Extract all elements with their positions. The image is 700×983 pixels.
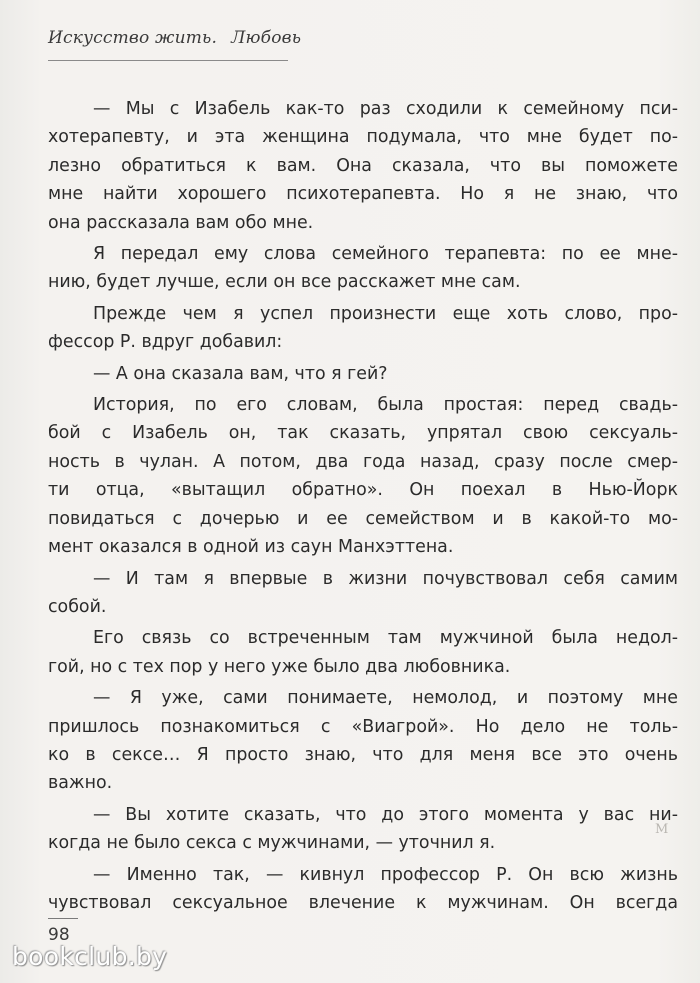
text-line: фессор Р. вдруг добавил: — [48, 332, 283, 353]
page-number: 98 — [48, 925, 70, 945]
paragraph — [48, 624, 678, 681]
paragraph — [48, 300, 678, 357]
text-line: мне найти хорошего психотерапевта. Но я не знаю, что — [48, 184, 678, 205]
chapter-title: Любовь — [231, 28, 302, 48]
text-line: гой, но с тех пор у него уже было два любовника. — [48, 656, 511, 677]
paragraph — [48, 861, 678, 918]
text-line: Я передал ему слова семейного терапевта: по ее мне- — [93, 244, 678, 265]
paragraph — [48, 240, 678, 297]
text-line: лезно обратиться к вам. Она сказала, что вы поможете — [48, 155, 678, 176]
text-line: — Именно так, — кивнул профессор Р. Он всю жизнь — [93, 864, 678, 885]
text-line: История, по его словам, была простая: перед свадь- — [93, 395, 678, 416]
paragraph — [48, 391, 678, 561]
watermark-logo: bookclub.by — [12, 942, 168, 971]
footer-rule — [48, 918, 78, 919]
paragraph — [48, 95, 678, 237]
header-rule — [48, 60, 288, 61]
text-line: Прежде чем я успел произнести еще хоть слово, про- — [93, 303, 678, 324]
text-line: Его связь со встреченным там мужчиной была недол- — [93, 628, 678, 649]
paragraph — [48, 801, 678, 858]
text-line: — И там я впервые в жизни почувствовал себя самим — [93, 568, 678, 589]
text-line: мент оказался в одной из саун Манхэттена. — [48, 537, 454, 558]
paragraph — [48, 684, 678, 798]
text-line: важно. — [48, 773, 113, 794]
text-line: бой с Изабель он, так сказать, упрятал свою сексуаль- — [48, 423, 678, 444]
margin-mark: М — [655, 822, 669, 837]
text-line: повидаться с дочерью и ее семейством и в какой-то мо- — [48, 508, 678, 529]
text-line: нию, будет лучше, если он все расскажет мне сам. — [48, 272, 521, 293]
text-line: когда не было секса с мужчинами, — уточнил я. — [48, 833, 496, 854]
text-line: ти отца, «вытащил обратно». Он поехал в Нью-Йорк — [48, 480, 678, 501]
paragraph — [48, 360, 678, 388]
text-line: — Я уже, сами понимаете, немолод, и поэтому мне — [93, 688, 678, 709]
text-line: ко в сексе… Я просто знаю, что для меня все это очень — [48, 744, 678, 765]
running-head — [48, 28, 301, 48]
text-line: ность в чулан. А потом, два года назад, сразу после смер- — [48, 451, 678, 472]
text-line: чувствовал сексуальное влечение к мужчинам. Он всегда — [48, 892, 678, 913]
text-line: пришлось познакомиться с «Виагрой». Но дело не толь- — [48, 716, 678, 737]
text-line: хотерапевту, и эта женщина подумала, что мне будет по- — [48, 127, 678, 148]
text-line: — Вы хотите сказать, что до этого момента у вас ни- — [93, 804, 678, 825]
text-line: она рассказала вам обо мне. — [48, 212, 314, 233]
paragraph — [48, 565, 678, 622]
book-title: Искусство жить. — [48, 28, 218, 48]
text-line: — Мы с Изабель как-то раз сходили к семейному пси- — [93, 99, 678, 119]
body-text — [48, 95, 678, 920]
text-line: — А она сказала вам, что я гей? — [93, 363, 388, 384]
text-line: собой. — [48, 596, 107, 617]
